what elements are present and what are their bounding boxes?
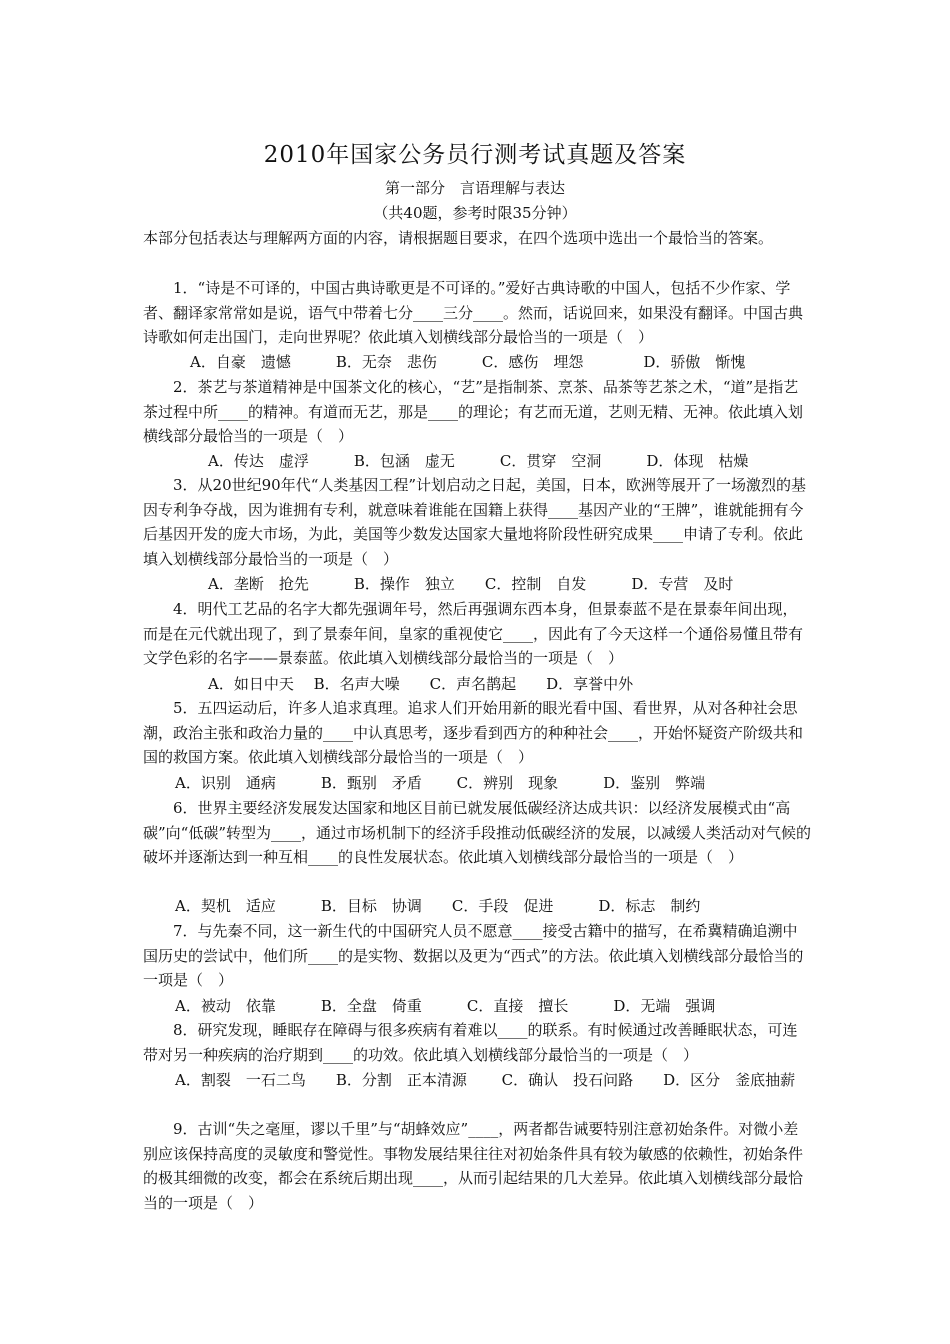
section-note: （共40题，参考时限35分钟） (373, 204, 577, 222)
question-7-options: A．被动 依靠 B．全盘 倚重 C．直接 擅长 D．无端 强调 (175, 997, 716, 1015)
intro-paragraph: 本部分包括表达与理解两方面的内容，请根据题目要求，在四个选项中选出一个最恰当的答案。 (143, 229, 774, 247)
question-8-stem: 8．研究发现，睡眠存在障碍与很多疾病有着难以____的联系。有时候通过改善睡眠状态，可连带对另一种疾病的治疗期到____的功效。依此填入划横线部分最恰当的一项是（ ） (143, 1021, 798, 1064)
question-4-options: A．如日中天 B．名声大噪 C．声名鹊起 D．享誉中外 (208, 675, 634, 693)
question-6-stem: 6．世界主要经济发展发达国家和地区目前已就发展低碳经济达成共识：以经济发展模式由“高碳”向“低碳”转型为____，通过市场机制下的经济手段推动低碳经济的发展，以减缓人类活动对气候的破坏并逐渐达到一种互相____的良性发展状态。依此填入划横线部分最恰当的一项是（ ） (143, 799, 812, 866)
question-5-stem: 5．五四运动后，许多人追求真理。追求人们开始用新的眼光看中国、看世界，从对各种社会思潮，政治主张和政治力量的____中认真思考，逐步看到西方的种种社会____，开始怀疑资产阶级共和国的救国方案。依此填入划横线部分最恰当的一项是（ ） (143, 699, 804, 766)
question-3-options: A．垄断 抢先 B．操作 独立 C．控制 自发 D．专营 及时 (208, 575, 734, 593)
question-1-stem: 1．“诗是不可译的，中国古典诗歌更是不可译的。”爱好古典诗歌的中国人，包括不少作家、学者、翻译家常常如是说，语气中带着七分____三分____。然而，话说回来，如果没有翻译。中国古典诗歌如何走出国门，走向世界呢？依此填入划横线部分最恰当的一项是（ ） (143, 279, 804, 346)
section-heading: 第一部分 言语理解与表达 (384, 179, 565, 197)
question-6-options: A．契机 适应 B．目标 协调 C．手段 促进 D．标志 制约 (175, 897, 701, 915)
question-4-stem: 4．明代工艺品的名字大都先强调年号，然后再强调东西本身，但景泰蓝不是在景泰年间出现，而是在元代就出现了，到了景泰年间，皇家的重视使它____，因此有了今天这样一个通俗易懂且带有文学色彩的名字——景泰蓝。依此填入划横线部分最恰当的一项是（ ） (143, 600, 804, 667)
question-1-options: A．自豪 遗憾 B．无奈 悲伤 C．感伤 埋怨 D．骄傲 惭愧 (190, 353, 746, 371)
question-5-options: A．识别 通病 B．甄别 矛盾 C．辨别 现象 D．鉴别 弊端 (175, 774, 706, 792)
question-3-stem: 3．从20世纪90年代“人类基因工程”计划启动之日起，美国，日本，欧洲等展开了一场激烈的基因专利争夺战，因为谁拥有专利，就意味着谁能在国籍上获得____基因产业的“王牌”，谁就能拥有今后基因开发的庞大市场，为此，美国等少数发达国家大量地将阶段性研究成果____申请了专利。依此填入划横线部分最恰当的一项是（ ） (143, 476, 807, 568)
page-title: 2010年国家公务员行测考试真题及答案 (263, 142, 687, 168)
question-9-stem: 9．古训“失之毫厘，谬以千里”与“胡蜂效应”____，两者都告诫要特别注意初始条件。对微小差别应该保持高度的灵敏度和警觉性。事物发展结果往往对初始条件具有较为敏感的依赖性，初始条件的极其细微的改变，都会在系统后期出现____，从而引起结果的几大差异。依此填入划横线部分最恰当的一项是（ ） (143, 1120, 804, 1212)
question-2-options: A．传达 虚浮 B．包涵 虚无 C．贯穿 空洞 D．体现 枯燥 (208, 452, 749, 470)
question-7-stem: 7．与先秦不同，这一新生代的中国研究人员不愿意____接受古籍中的描写，在希冀精确追溯中国历史的尝试中，他们所____的是实物、数据以及更为“西式”的方法。依此填入划横线部分最恰当的一项是（ ） (143, 922, 804, 989)
question-8-options: A．割裂 一石二鸟 B．分割 正本清源 C．确认 投石问路 D．区分 釜底抽薪 (175, 1071, 796, 1089)
question-2-stem: 2．茶艺与茶道精神是中国茶文化的核心，“艺”是指制茶、烹茶、品茶等艺茶之术，“道”是指艺茶过程中所____的精神。有道而无艺，那是____的理论；有艺而无道，艺则无精、无神。依此填入划横线部分最恰当的一项是（ ） (143, 378, 804, 445)
